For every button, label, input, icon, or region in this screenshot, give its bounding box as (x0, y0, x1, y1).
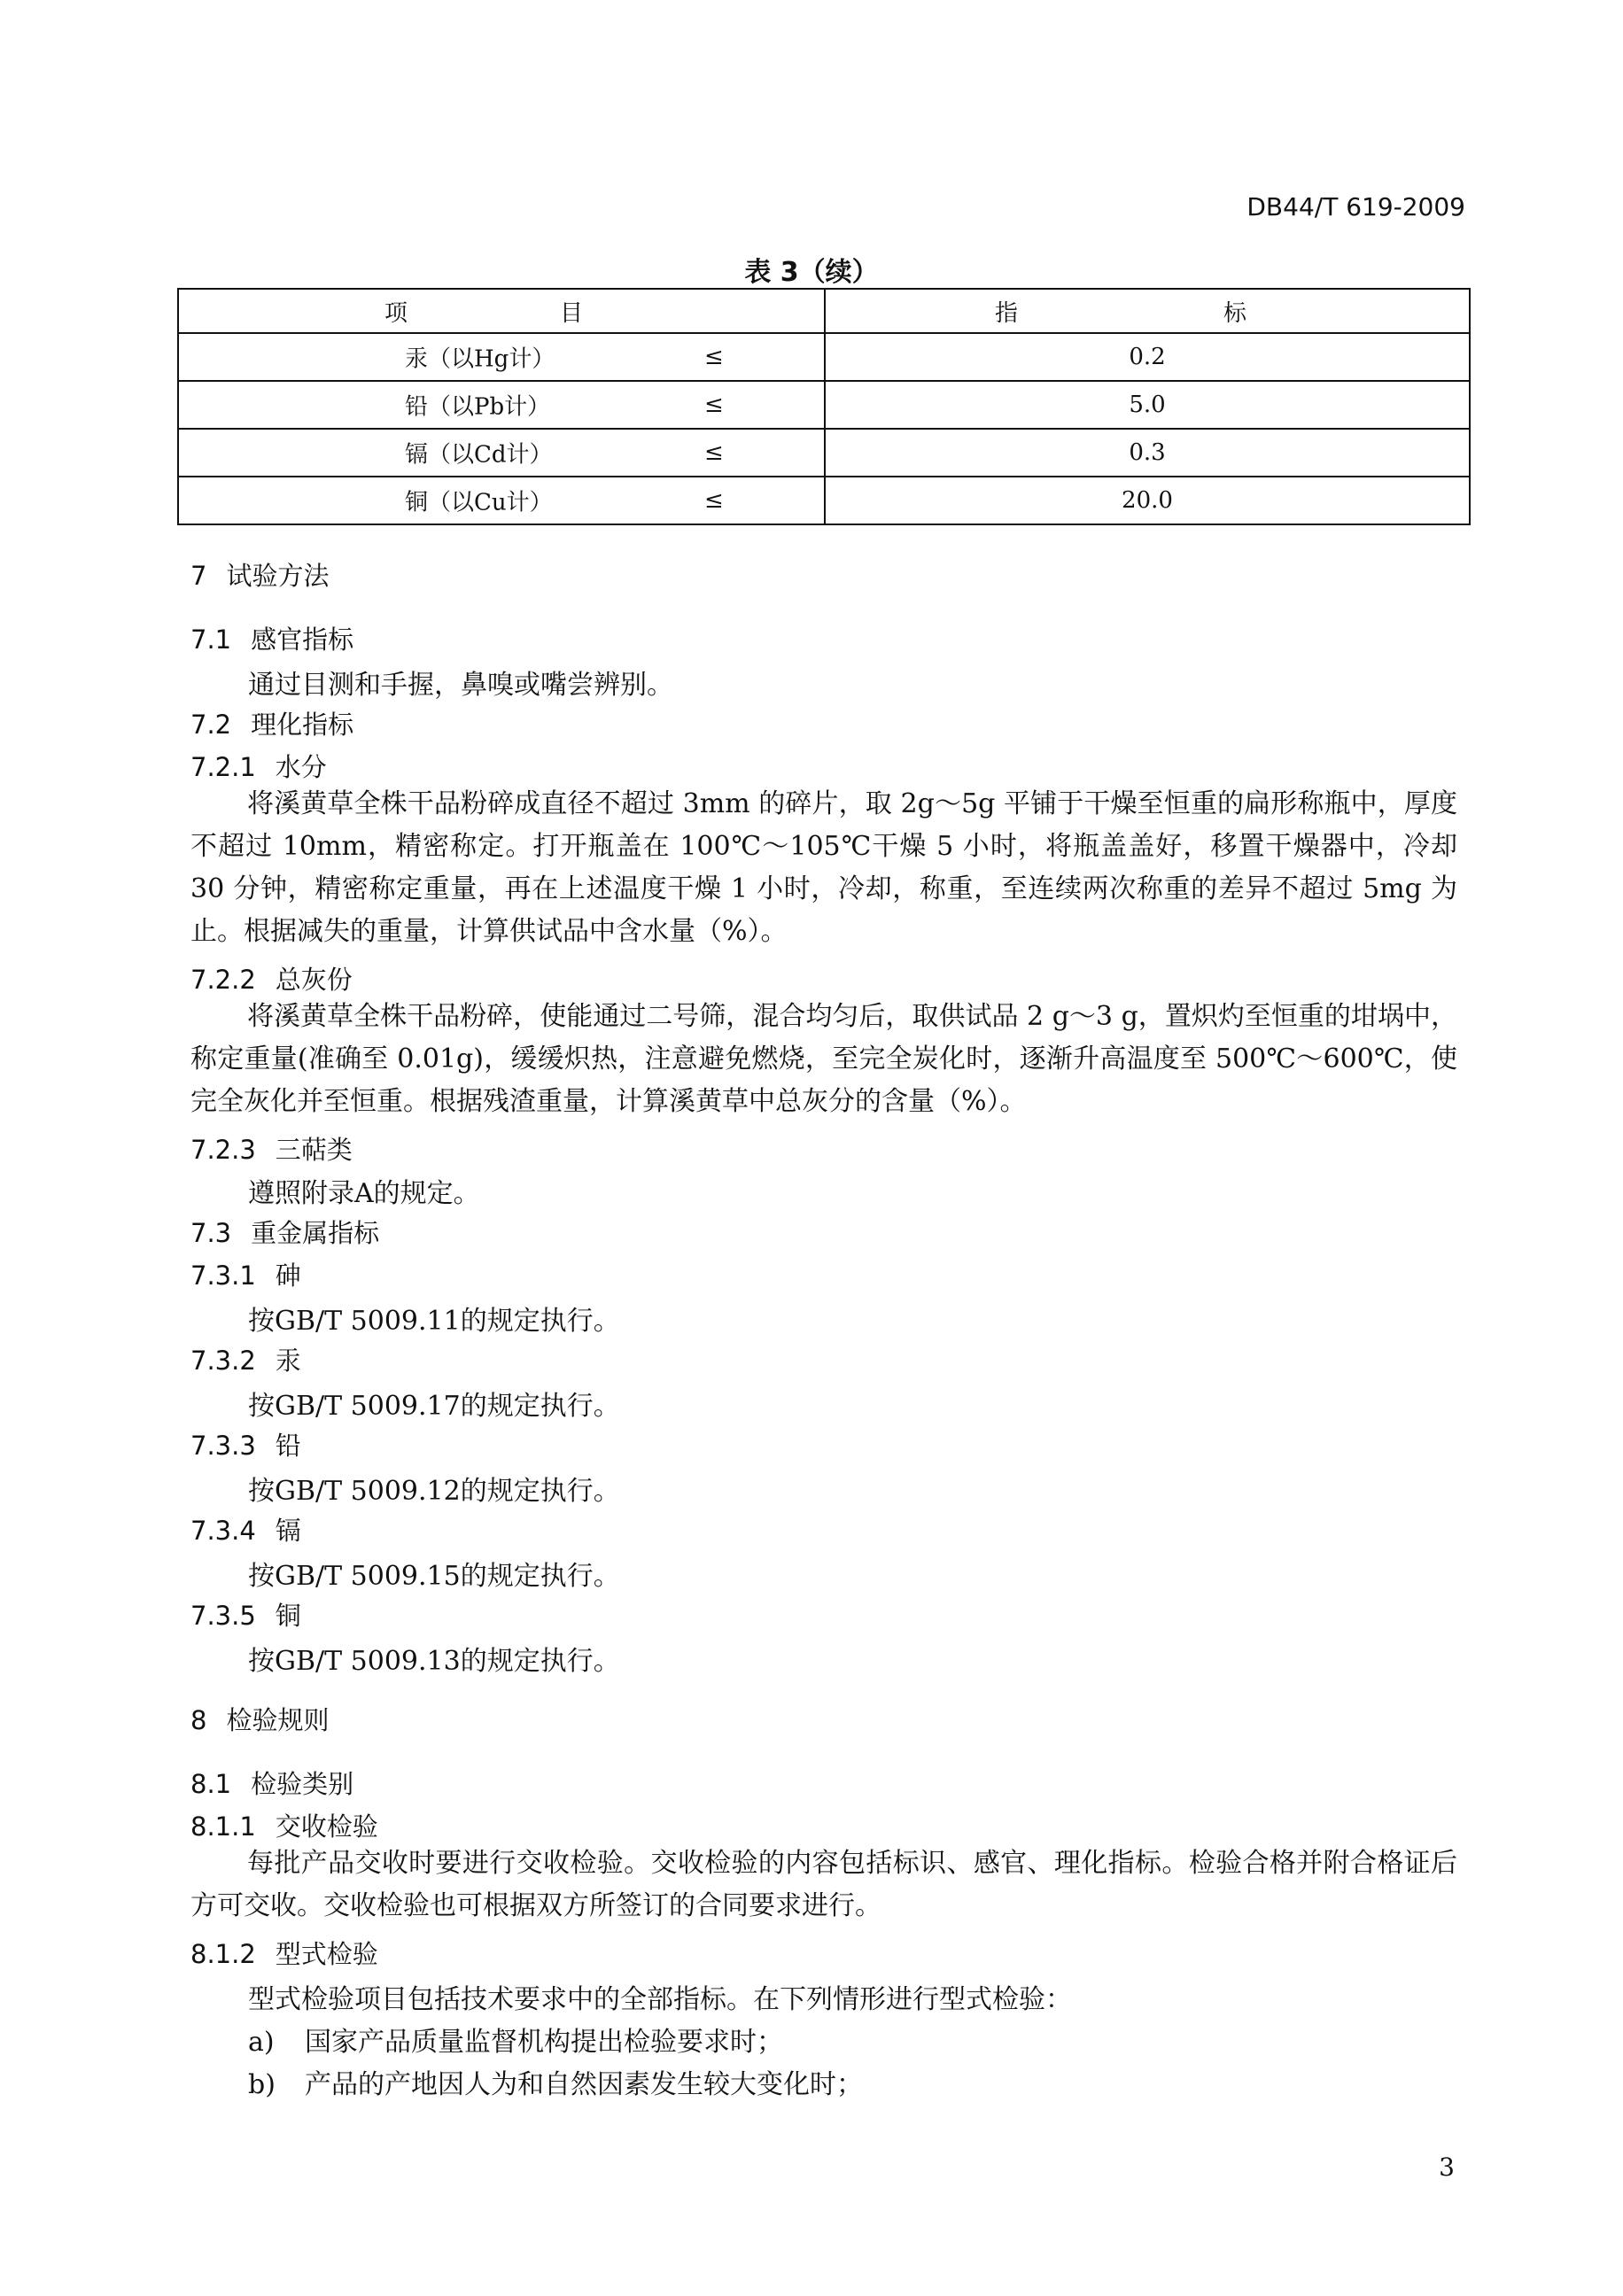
section-heading-7-2-1: 7.2.1 水分 (190, 752, 327, 782)
row-item: 汞（以Hg计） (405, 345, 555, 373)
list-item: b) 产品的产地因人为和自然因素发生较大变化时； (248, 2069, 863, 2100)
spec-table (177, 288, 1471, 525)
section-heading-8-1-1: 8.1.1 交收检验 (190, 1811, 378, 1842)
paragraph-7-3-4: 按GB/T 5009.15的规定执行。 (248, 1561, 620, 1592)
column-header-item: 项 目 (178, 289, 825, 333)
row-item: 镉（以Cd计） (405, 441, 553, 469)
section-heading-7-2-2: 7.2.2 总灰份 (190, 965, 353, 995)
paragraph-7-3-5: 按GB/T 5009.13的规定执行。 (248, 1646, 620, 1677)
table-row (178, 429, 1470, 477)
page-number: 3 (1439, 2152, 1455, 2182)
paragraph-8-1-1: 每批产品交收时要进行交收检验。交收检验的内容包括标识、感官、理化指标。检验合格并附合格证后方可交收。交收检验也可根据双方所签订的合同要求进行。 (190, 1848, 1457, 1921)
row-operator: ≤ (704, 392, 724, 418)
row-operator: ≤ (704, 487, 724, 514)
paragraph-7-3-1: 按GB/T 5009.11的规定执行。 (248, 1306, 620, 1337)
table-row (178, 477, 1470, 524)
list-item: a) 国家产品质量监督机构提出检验要求时； (248, 2027, 783, 2058)
section-heading-8-1-2: 8.1.2 型式检验 (190, 1939, 378, 1969)
document-code: DB44/T 619-2009 (1246, 192, 1465, 221)
row-value: 20.0 (825, 477, 1470, 524)
section-heading-7-2: 7.2 理化指标 (190, 710, 354, 740)
row-value: 5.0 (825, 381, 1470, 429)
section-heading-8: 8 检验规则 (190, 1705, 330, 1735)
section-heading-7-3-4: 7.3.4 镉 (190, 1516, 301, 1546)
row-value: 0.3 (825, 429, 1470, 477)
row-item: 铜（以Cu计） (405, 489, 553, 516)
paragraph-7-1: 通过目测和手握，鼻嗅或嘴尝辨别。 (248, 670, 673, 701)
column-header-value: 指 标 (825, 289, 1470, 333)
row-operator: ≤ (704, 344, 724, 370)
section-heading-7-3-5: 7.3.5 铜 (190, 1601, 301, 1631)
paragraph-8-1-2: 型式检验项目包括技术要求中的全部指标。在下列情形进行型式检验： (248, 1984, 1072, 2015)
paragraph-7-2-1: 将溪黄草全株干品粉碎成直径不超过 3mm 的碎片，取 2g～5g 平铺于干燥至恒重的扁形称瓶中，厚度不超过 10mm，精密称定。打开瓶盖在 100℃～105℃干燥 5 小时，将瓶盖盖好，移置干燥器中，冷却 30 分钟，精密称定重量，再在上述温度干燥 1 小时，冷却，称重，至连续两次称重的差异不超过 5mg 为止。根据减失的重量，计算供试品中含水量（%）。 (190, 788, 1457, 947)
row-item: 铅（以Pb计） (405, 393, 551, 421)
section-heading-8-1: 8.1 检验类别 (190, 1769, 354, 1799)
paragraph-7-3-3: 按GB/T 5009.12的规定执行。 (248, 1476, 620, 1507)
table-row (178, 333, 1470, 381)
section-heading-7-3-3: 7.3.3 铅 (190, 1431, 301, 1461)
section-heading-7: 7 试验方法 (190, 561, 330, 591)
row-operator: ≤ (704, 439, 724, 466)
section-heading-7-3-2: 7.3.2 汞 (190, 1346, 301, 1376)
row-value: 0.2 (825, 333, 1470, 381)
section-heading-7-2-3: 7.2.3 三萜类 (190, 1135, 353, 1165)
table-title: 表 3（续） (744, 257, 879, 288)
paragraph-7-2-2: 将溪黄草全株干品粉碎，使能通过二号筛，混合均匀后，取供试品 2 g～3 g，置炽灼至恒重的坩埚中，称定重量(准确至 0.01g)，缓缓炽热，注意避免燃烧，至完全炭化时，逐渐升高温度至 500℃～600℃，使完全灰化并至恒重。根据残渣重量，计算溪黄草中总灰分的含量（%）。 (190, 1001, 1457, 1117)
section-heading-7-1: 7.1 感官指标 (190, 624, 354, 655)
section-heading-7-3: 7.3 重金属指标 (190, 1218, 380, 1248)
table-header-row (178, 289, 1470, 333)
paragraph-7-2-3: 遵照附录A的规定。 (248, 1178, 480, 1209)
table-row (178, 381, 1470, 429)
paragraph-7-3-2: 按GB/T 5009.17的规定执行。 (248, 1391, 620, 1422)
section-heading-7-3-1: 7.3.1 砷 (190, 1260, 301, 1291)
